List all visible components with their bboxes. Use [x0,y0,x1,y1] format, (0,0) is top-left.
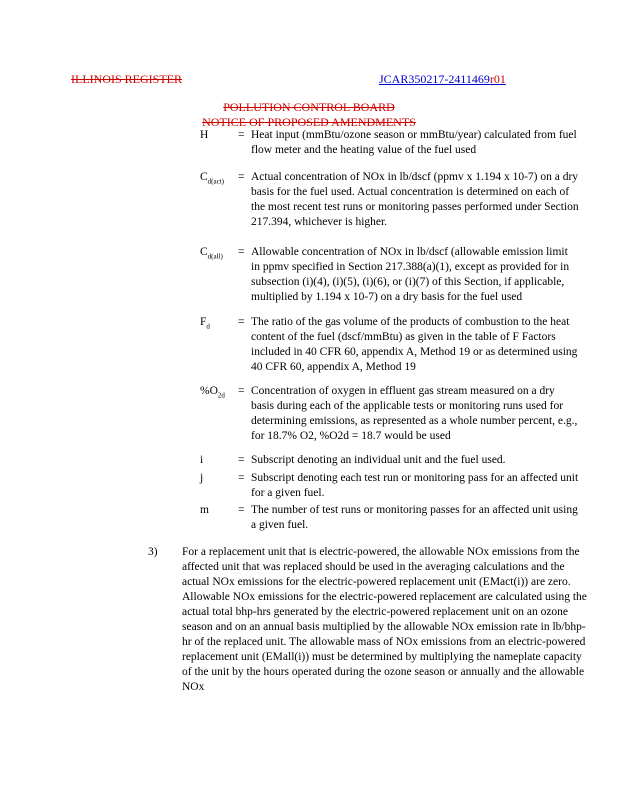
document-id-number: JCAR350217-2411469 [379,72,490,86]
definition-text: The number of test runs or monitoring passes for an affected unit using a given fuel. [251,504,578,531]
paragraph-number: 3) [148,546,158,558]
document-id-revision: r01 [489,72,506,86]
definition-symbol: H [200,129,209,141]
definition-equals: = [238,171,245,183]
definition-equals: = [238,385,245,397]
definition-equals: = [238,454,245,466]
definition-text: Heat input (mmBtu/ozone season or mmBtu/year) calculated from fuel flow meter and the heating value of the fuel used [251,129,577,156]
definition-text: Subscript denoting each test run or monitoring pass for an affected unit for a given fuel. [251,472,579,499]
notice-title: NOTICE OF PROPOSED AMENDMENTS [202,115,416,129]
definition-symbol: $\%O_{2d}$ [200,385,225,400]
definition-symbol: m [200,504,209,516]
definition-symbol: $F_d$ [200,316,210,331]
definition-text: Actual concentration of NOx in lb/dscf (ppmv x 1.194 x 10-7) on a dry basis for the fuel used. Actual concentration is determined on each of the most recent test runs or monitoring passes performed under Section 217.394, whichever is higher. [251,171,579,228]
definition-text: The ratio of the gas volume of the products of combustion to the heat content of the fuel (dscf/mmBtu) as given in the table of F Factors included in 40 CFR 60, appendix A, Method 19 or as determined using 40 CFR 60, appendix A, Method 19 [251,316,578,373]
definition-text: Subscript denoting an individual unit and the fuel used. [251,454,506,466]
definition-symbol: $C_{d(all)}$ [200,246,223,261]
definition-equals: = [238,316,245,328]
definition-equals: = [238,129,245,141]
definition-text: Concentration of oxygen in effluent gas stream measured on a dry basis during each of the applicable tests or monitoring runs used for determining emissions, as represented as a whole number percent, e.g., for 18.7% O2, %O2d = 18.7 would be used [251,385,578,442]
board-title: POLLUTION CONTROL BOARD [223,100,395,114]
definition-equals: = [238,504,245,516]
definition-symbol: $C_{d(act)}$ [200,171,224,186]
paragraph-text: For a replacement unit that is electric-powered, the allowable NOx emissions from the affected unit that was replaced should be used in the averaging calculations and the actual NOx emissions for the electric-powered replacement unit (EMact(i)) are zero. Allowable NOx emissions for the electric-powered replacement are calculated using the actual total bhp-hrs generated by the electric-powered replacement unit on an ozone season and on an annual basis multiplied by the allowable NOx emission rate in lb/bhp-hr of the replaced unit. The allowable mass of NOx emissions from an electric-powered replacement unit (EMall(i)) must be determined by multiplying the nameplate capacity of the unit by the hours operated during the ozone season or annually and the allowable NOx [182,546,587,693]
register-title: ILLINOIS REGISTER [71,72,182,86]
document-id [379,72,506,87]
definition-equals: = [238,246,245,258]
definition-symbol: i [200,454,204,466]
definition-text: Allowable concentration of NOx in lb/dscf (allowable emission limit in ppmv specified in Section 217.388(a)(1), except as provided for in subsection (i)(4), (i)(5), (i)(6), or (i)(7) of this Section, if applicable, multiplied by 1.194 x 10-7) on a dry basis for the fuel used [251,246,570,303]
definition-symbol: j [200,472,204,484]
definition-equals: = [238,472,245,484]
